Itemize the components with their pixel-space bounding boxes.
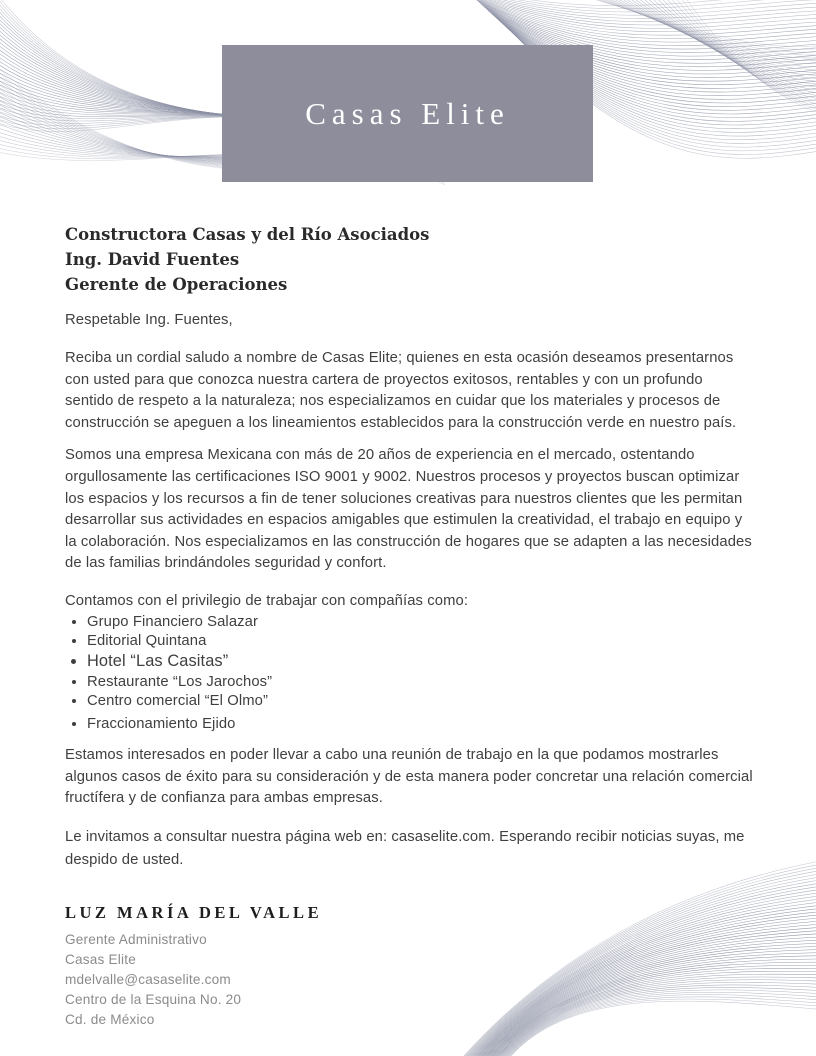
signature-title: Gerente Administrativo <box>65 931 207 947</box>
client-item: • Centro comercial “El Olmo” <box>87 694 753 709</box>
signature-block <box>65 903 753 1030</box>
signature-name: LUZ MARÍA DEL VALLE <box>65 902 323 922</box>
recipient-title: Gerente de Operaciones <box>65 275 288 294</box>
salutation: Respetable Ing. Fuentes, <box>65 312 233 328</box>
client-item: • Grupo Financiero Salazar <box>87 615 753 630</box>
paragraph-company: Somos una empresa Mexicana con más de 20 años de experiencia en el mercado, ostentando orgullosamente las certificaciones ISO 9001 y 9002. Nuestros procesos y proyectos buscan optimizar los espacios y los recursos a fin de tener soluciones creativas para nuestros clientes que les permitan desarrollar sus actividades en espacios amigables que estimulen la creatividad, el trabajo en equipo y la colaboración. Nos especializamos en las construcción de hogares que se adapten a las necesidades de las familias brindándoles seguridad y confort. <box>65 447 752 572</box>
recipient-company: Constructora Casas y del Río Asociados <box>65 225 430 244</box>
client-item: • Editorial Quintana <box>87 634 753 649</box>
signature-company: Casas Elite <box>65 951 136 967</box>
brand-banner <box>222 45 593 182</box>
client-item: • Hotel “Las Casitas” <box>87 653 753 669</box>
client-list <box>65 615 753 732</box>
signature-address: Centro de la Esquina No. 20 <box>65 991 242 1007</box>
client-item: • Fraccionamiento Ejido <box>87 717 753 732</box>
paragraph-meeting: Estamos interesados en poder llevar a cabo una reunión de trabajo en la que podamos mostrarles algunos casos de éxito para su consideración y de esta manera poder concretar una relación comercial fructífera y de confianza para ambas empresas. <box>65 746 753 807</box>
client-item: • Restaurante “Los Jarochos” <box>87 675 753 690</box>
signature-city: Cd. de México <box>65 1011 155 1027</box>
letter-body <box>65 222 753 1030</box>
signature-email: mdelvalle@casaselite.com <box>65 971 231 987</box>
client-list-intro: Contamos con el privilegio de trabajar con compañías como: <box>65 592 469 609</box>
recipient-name: Ing. David Fuentes <box>65 250 240 269</box>
paragraph-intro: Reciba un cordial saludo a nombre de Casas Elite; quienes en esta ocasión deseamos presentarnos con usted para que conozca nuestra cartera de proyectos exitosos, rentables y con un profundo sentido de respeto a la naturaleza; nos especializamos en cuidar que los materiales y procesos de construcción se apeguen a los lineamientos establecidos para la construcción verde en nuestro país. <box>65 350 737 431</box>
recipient-block <box>65 222 753 297</box>
brand-title: Casas Elite <box>305 95 510 131</box>
paragraph-farewell: Le invitamos a consultar nuestra página web en: casaselite.com. Esperando recibir noticias suyas, me despido de usted. <box>65 828 745 868</box>
